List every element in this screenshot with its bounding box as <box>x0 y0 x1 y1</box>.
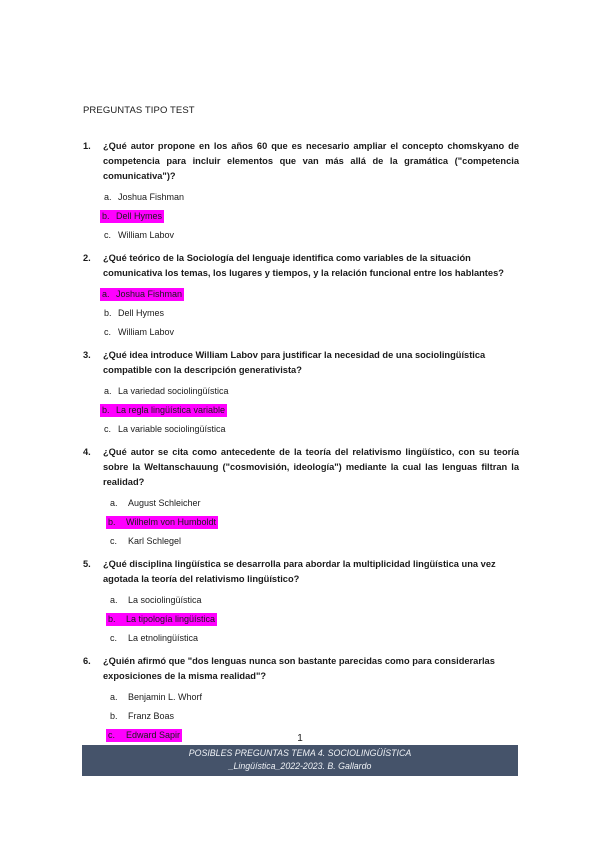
question-number: 2. <box>83 253 91 263</box>
option-c: c. William Labov <box>104 327 175 337</box>
option-a: a. August Schleicher <box>110 498 201 508</box>
option-b-correct: b. La tipología lingüística <box>108 614 216 624</box>
page-number: 1 <box>297 733 303 744</box>
option-c: c. William Labov <box>104 230 175 240</box>
question-number: 1. <box>83 141 91 151</box>
option-c: c. Karl Schlegel <box>110 536 182 546</box>
question-text: ¿Qué idea introduce William Labov para justificar la necesidad de una sociolingüística compatible con la descripción generativista? <box>103 350 486 375</box>
question-3 <box>83 348 519 439</box>
question-text: ¿Qué disciplina lingüística se desarrolla para abordar la multiplicidad lingüística una vez agotada la teoría del relativismo lingüístico? <box>103 559 496 584</box>
option-b-correct: b. Wilhelm von Humboldt <box>108 517 217 527</box>
footer-title: POSIBLES PREGUNTAS TEMA 4. SOCIOLINGÜÍSTICA <box>188 748 412 758</box>
question-text: ¿Qué autor se cita como antecedente de la teoría del relativismo lingüístico, con su teoría sobre la Weltanschauung ("cosmovisión, ideología") mediante la cual las lenguas filtran la realidad? <box>103 447 519 487</box>
option-a: a. Joshua Fishman <box>104 192 185 202</box>
option-c-correct: c. Edward Sapir <box>108 730 181 740</box>
question-1 <box>83 139 519 245</box>
page-heading: PREGUNTAS TIPO TEST <box>83 105 195 116</box>
option-b-correct: b. La regla lingüística variable <box>102 405 226 415</box>
question-text: ¿Qué autor propone en los años 60 que es necesario ampliar el concepto chomskyano de competencia para incluir elementos que van más allá de la gramática ("competencia comunicativa")? <box>103 141 519 181</box>
option-b: b. Dell Hymes <box>104 308 165 318</box>
option-a: a. Benjamin L. Whorf <box>110 692 203 702</box>
question-number: 5. <box>83 559 91 569</box>
option-a: a. La sociolingüística <box>110 595 202 605</box>
question-2 <box>83 251 519 342</box>
footer-subtitle: _Lingüística_2022-2023. B. Gallardo <box>228 761 372 771</box>
question-text: ¿Quién afirmó que "dos lenguas nunca son bastante parecidas como para considerarlas exposiciones de la misma realidad"? <box>103 656 495 681</box>
option-a-correct: a. Joshua Fishman <box>102 289 183 299</box>
question-number: 4. <box>83 447 91 457</box>
option-b-correct: b. Dell Hymes <box>102 211 163 221</box>
question-text: ¿Qué teórico de la Sociología del lenguaje identifica como variables de la situación comunicativa los temas, los lugares y tiempos, y la relación funcional entre los hablantes? <box>103 253 504 278</box>
question-list <box>83 139 519 751</box>
option-c: c. La etnolingüística <box>110 633 199 643</box>
question-number: 6. <box>83 656 91 666</box>
option-b: b. Franz Boas <box>110 711 175 721</box>
question-number: 3. <box>83 350 91 360</box>
question-5 <box>83 557 519 648</box>
option-a: a. La variedad sociolingüística <box>104 386 229 396</box>
question-4 <box>83 445 519 551</box>
option-c: c. La variable sociolingüística <box>104 424 226 434</box>
question-6 <box>83 654 519 745</box>
footer-bar <box>82 745 518 776</box>
